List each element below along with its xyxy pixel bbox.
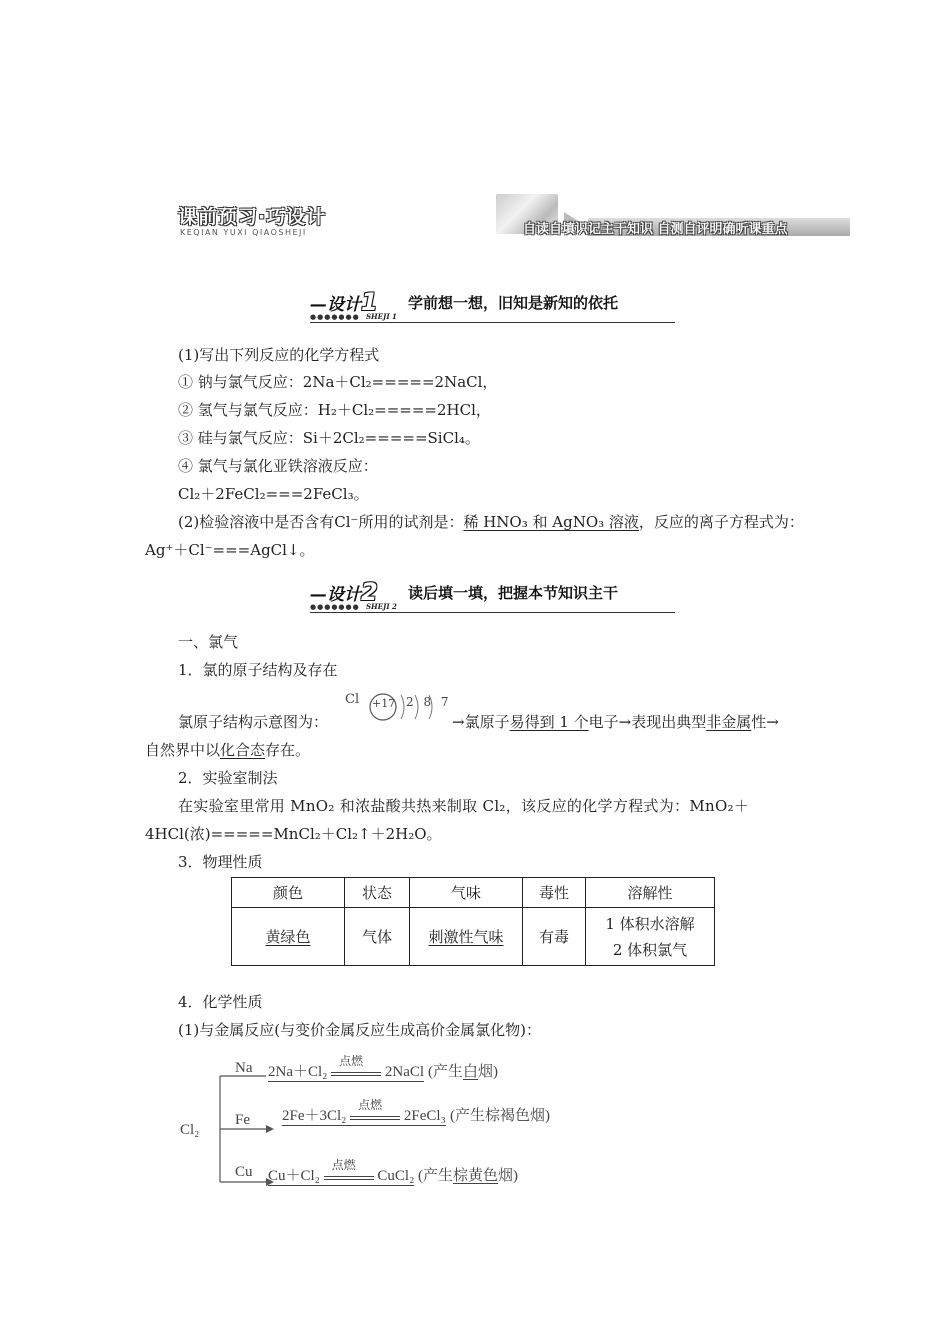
fe-reaction: 2Fe＋3Cl₂ 点燃 2FeCl₃: [282, 1098, 446, 1124]
header-color: 颜色: [232, 878, 345, 908]
heading-atomic-structure: 1．氯的原子结构及存在: [178, 661, 338, 679]
na-reaction: 2Na＋Cl₂ 点燃 2NaCl: [268, 1054, 425, 1080]
heading-lab-preparation: 2．实验室制法: [178, 769, 278, 787]
header-smell: 气味: [410, 878, 523, 908]
design1-logo: —设计1: [310, 288, 378, 316]
answer-combined-state: 化合态: [220, 741, 266, 759]
answer-gain-electron: 易得到 1 个: [509, 713, 589, 731]
cu-label: Cu: [235, 1164, 253, 1180]
reaction-1: ① 钠与氯气反应：2Na＋Cl₂=====2NaCl，: [178, 373, 498, 391]
heading-chlorine: 一、氯气: [178, 633, 239, 651]
design2-sub: SHEJI 2: [366, 602, 397, 611]
na-label: Na: [235, 1060, 253, 1076]
question-metal-reactions: (1)与金属反应(与变价金属反应生成高价金属氯化物)：: [178, 1021, 541, 1039]
cell-solubility: 1 体积水溶解 2 体积氯气: [586, 908, 715, 966]
physical-properties-table: [231, 877, 715, 966]
design2-logo: —设计2: [310, 578, 378, 606]
atom-symbol: Cl: [345, 692, 360, 707]
fe-label: Fe: [235, 1112, 250, 1128]
dots-decoration: ●●●●●●●: [310, 603, 360, 611]
reaction-4-equation: Cl₂＋2FeCl₂===2FeCl₃。: [178, 485, 369, 503]
header-toxicity: 毒性: [523, 878, 586, 908]
diagram-root: Cl₂: [180, 1122, 200, 1138]
reaction-4-label: ④ 氯气与氯化亚铁溶液反应：: [178, 457, 378, 475]
cell-smell: 刺激性气味: [410, 908, 523, 966]
answer-nonmetal: 非金属: [706, 713, 752, 731]
na-note: (产生白烟): [428, 1064, 499, 1080]
heading-physical-properties: 3．物理性质: [178, 853, 263, 871]
banner-title: 课前预习·巧设计: [178, 206, 327, 228]
lab-text-2: 4HCl(浓)=====MnCl₂＋Cl₂↑＋2H₂O。: [145, 825, 442, 843]
answer-reagent: 稀 HNO₃ 和 AgNO₃ 溶液: [463, 513, 639, 531]
atom-line-pre: 氯原子结构示意图为：: [178, 713, 329, 731]
cell-state: 气体: [345, 908, 410, 966]
header-solubility: 溶解性: [586, 878, 715, 908]
cell-toxicity: 有毒: [523, 908, 586, 966]
header-state: 状态: [345, 878, 410, 908]
lab-text-1: 在实验室里常用 MnO₂ 和浓盐酸共热来制取 Cl₂，该反应的化学方程式为：MnO₂＋: [178, 797, 750, 815]
reaction-2: ② 氢气与氯气反应：H₂＋Cl₂=====2HCl，: [178, 401, 491, 419]
design2-title: 读后填一填，把握本节知识主干: [408, 584, 619, 602]
design2-heading: [310, 576, 675, 613]
design1-title: 学前想一想，旧知是新知的依托: [408, 294, 619, 312]
nature-line: 自然界中以化合态存在。: [145, 741, 311, 759]
banner-slogan: 自读自填识记主干知识 自测自评明确听课重点: [523, 222, 788, 237]
section-banner: [178, 190, 850, 244]
design1-heading: [310, 286, 675, 323]
banner-pinyin: KEQIAN YUXI QIAOSHEJI: [180, 228, 307, 237]
cu-reaction: Cu＋Cl₂ 点燃 CuCl₂: [268, 1158, 415, 1184]
question-1: (1)写出下列反应的化学方程式: [178, 346, 380, 364]
cell-color: 黄绿色: [232, 908, 345, 966]
dots-decoration: ●●●●●●●: [310, 313, 360, 321]
heading-chemical-properties: 4．化学性质: [178, 993, 263, 1011]
cu-note: (产生棕黄色烟): [418, 1168, 519, 1184]
question-2: (2)检验溶液中是否含有Cl⁻所用的试剂是：稀 HNO₃ 和 AgNO₃ 溶液，反应的离子方程式为：: [178, 513, 804, 531]
atom-nucleus: +17: [372, 697, 396, 710]
table-row: [232, 908, 715, 966]
design1-sub: SHEJI 1: [366, 312, 397, 321]
atom-line-post: →氯原子易得到 1 个电子→表现出典型非金属性→: [452, 713, 779, 731]
table-header-row: [232, 878, 715, 908]
fe-note: (产生棕褐色烟): [450, 1108, 550, 1124]
ionic-equation: Ag⁺＋Cl⁻===AgCl↓。: [145, 541, 315, 559]
atom-shells: 2 8 7: [406, 695, 449, 709]
reaction-3: ③ 硅与氯气反应：Si＋2Cl₂=====SiCl₄。: [178, 429, 480, 447]
